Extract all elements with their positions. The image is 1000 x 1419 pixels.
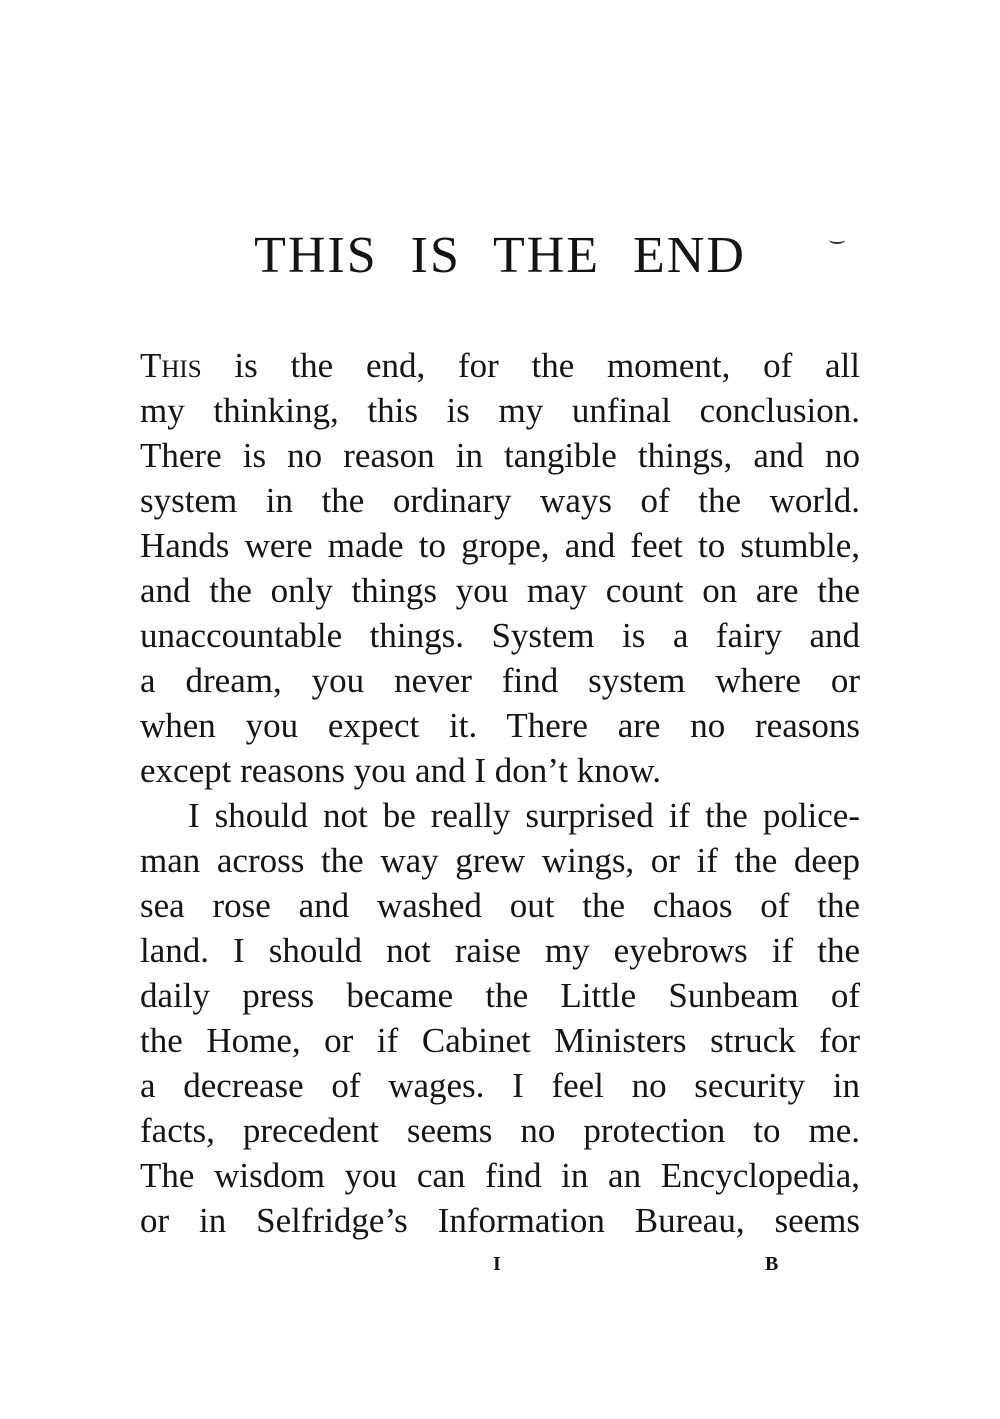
text-line: except reasons you and I don’t know. — [140, 751, 661, 790]
text-line: daily press became the Little Sunbeam of — [140, 976, 860, 1015]
text-line: or in Selfridge’s Information Bureau, seems — [140, 1201, 860, 1240]
text-line: and the only things you may count on are the — [140, 571, 860, 610]
text-line: There is no reason in tangible things, and no — [140, 436, 860, 475]
text-line: The wisdom you can find in an Encyclopedia, — [140, 1156, 860, 1195]
text-line — [140, 343, 860, 388]
page-number: I — [493, 1253, 501, 1275]
text-line: a decrease of wages. I feel no security in — [140, 1066, 860, 1105]
text-line: system in the ordinary ways of the world. — [140, 481, 860, 520]
text-line: a dream, you never find system where or — [140, 661, 860, 700]
first-line-rest: is the end, for the moment, of all — [201, 346, 860, 385]
text-line: sea rose and washed out the chaos of the — [140, 886, 860, 925]
text-line: facts, precedent seems no protection to me. — [140, 1111, 860, 1150]
text-line: land. I should not raise my eyebrows if the — [140, 931, 860, 970]
text-line: unaccountable things. System is a fairy and — [140, 616, 860, 655]
printer-mark — [829, 236, 845, 244]
text-line: man across the way grew wings, or if the deep — [140, 841, 860, 880]
opening-word: This — [140, 346, 202, 385]
chapter-title: THIS IS THE END — [254, 227, 746, 284]
text-line: the Home, or if Cabinet Ministers struck for — [140, 1021, 860, 1060]
text-line: my thinking, this is my unfinal conclusion. — [140, 391, 860, 430]
text-line: I should not be really surprised if the police- — [188, 796, 860, 835]
text-line: when you expect it. There are no reasons — [140, 706, 860, 745]
text-line: Hands were made to grope, and feet to stumble, — [140, 526, 860, 565]
signature-mark: B — [765, 1253, 779, 1275]
